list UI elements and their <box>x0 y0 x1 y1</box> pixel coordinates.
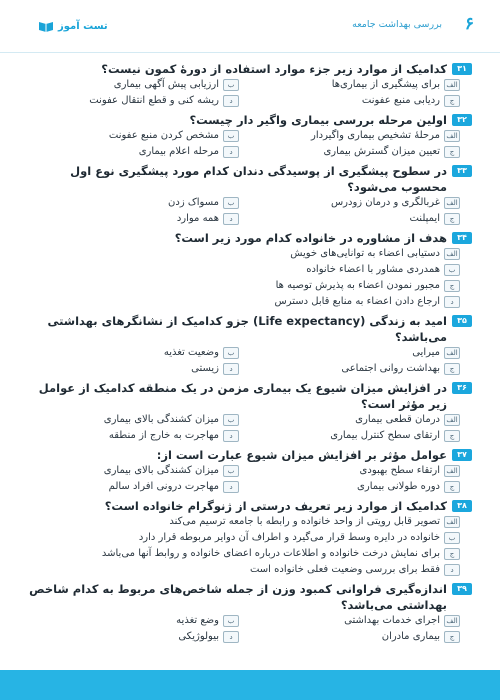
option-letter-box: ج <box>444 631 460 643</box>
option-text: زیستی <box>191 363 219 374</box>
publisher-name: تست آموز <box>58 20 108 32</box>
answer-option[interactable] <box>28 93 239 109</box>
answer-option[interactable] <box>28 278 460 294</box>
option-text: میزان کشندگی بالای بیماری <box>103 414 219 425</box>
answer-option[interactable] <box>28 546 460 562</box>
option-text: مهاجرت درونی افراد سالم <box>108 481 219 492</box>
answer-options <box>28 463 472 495</box>
answer-option[interactable] <box>249 428 460 444</box>
answer-option[interactable] <box>28 262 460 278</box>
option-text: ارزیابی پیش آگهی بیماری <box>113 79 219 90</box>
question-number-badge: ۳۶ <box>452 382 472 394</box>
question-number-badge: ۳۳ <box>452 165 472 177</box>
answer-option[interactable] <box>249 613 460 629</box>
answer-options <box>28 514 472 578</box>
option-letter-box: د <box>223 430 239 442</box>
option-letter-box: ب <box>223 465 239 477</box>
answer-option[interactable] <box>28 144 239 160</box>
answer-option[interactable] <box>249 93 460 109</box>
answer-options <box>28 412 472 444</box>
option-text: دوره طولانی بیماری <box>357 481 440 492</box>
answer-option[interactable] <box>28 412 239 428</box>
question-item <box>28 163 472 227</box>
answer-options <box>28 77 472 109</box>
option-text: درمان قطعی بیماری <box>355 414 440 425</box>
option-letter-box: الف <box>444 414 460 426</box>
option-letter-box: د <box>223 95 239 107</box>
option-text: میزان کشندگی بالای بیماری <box>103 465 219 476</box>
answer-option[interactable] <box>28 562 460 578</box>
question-text: در سطوح پیشگیری از پوسیدگی دندان کدام مورد پیشگیری نوع اول محسوب می‌شود؟ <box>70 164 447 194</box>
question-number-badge: ۳۴ <box>452 232 472 244</box>
option-text: همدردی مشاور با اعضاء خانواده <box>306 264 440 275</box>
answer-option[interactable] <box>249 144 460 160</box>
option-letter-box: ب <box>223 130 239 142</box>
answer-option[interactable] <box>28 514 460 530</box>
option-text: میرایی <box>412 347 440 358</box>
option-text: بیولوژیکی <box>178 631 219 642</box>
answer-option[interactable] <box>28 211 239 227</box>
question-stem <box>28 313 472 345</box>
answer-option[interactable] <box>249 463 460 479</box>
option-text: مشخص کردن منبع عفونت <box>108 130 219 141</box>
question-item <box>28 112 472 160</box>
option-text: ریشه کنی و قطع انتقال عفونت <box>89 95 219 106</box>
answer-option[interactable] <box>28 428 239 444</box>
question-item <box>28 230 472 310</box>
option-letter-box: الف <box>444 79 460 91</box>
option-text: تصویر قابل رویتی از واحد خانواده و رابطه با جامعه ترسیم می‌کند <box>169 516 440 527</box>
option-letter-box: د <box>444 296 460 308</box>
option-text: برای نمایش درخت خانواده و اطلاعات درباره اعضای خانواده و روابط آنها می‌باشد <box>101 548 440 559</box>
option-letter-box: ج <box>444 363 460 375</box>
question-item <box>28 380 472 444</box>
question-item <box>28 498 472 578</box>
question-stem <box>28 230 472 246</box>
question-text: کدامیک از موارد زیر تعریف درستی از ژنوگرام خانواده است؟ <box>104 499 447 513</box>
option-text: مسواک زدن <box>168 197 219 208</box>
option-letter-box: الف <box>444 465 460 477</box>
answer-option[interactable] <box>28 613 239 629</box>
answer-option[interactable] <box>28 530 460 546</box>
question-text: کدامیک از موارد زیر جزء موارد استفاده از دورهٔ کمون نیست؟ <box>101 62 447 76</box>
option-text: ارتقاء سطح بهبودی <box>359 465 440 476</box>
answer-options <box>28 195 472 227</box>
question-text: در افزایش میزان شیوع یک بیماری مزمن در یک منطقه کدامیک از عوامل زیر مؤثر است؟ <box>38 381 447 411</box>
answer-options <box>28 246 472 310</box>
option-letter-box: ب <box>223 414 239 426</box>
option-text: وضع تغذیه <box>176 615 219 626</box>
answer-option[interactable] <box>28 361 239 377</box>
option-letter-box: ب <box>223 197 239 209</box>
option-letter-box: الف <box>444 197 460 209</box>
option-text: غربالگری و درمان زودرس <box>330 197 440 208</box>
option-text: ارجاع دادن اعضاء به منابع قابل دسترس <box>274 296 440 307</box>
option-letter-box: د <box>223 481 239 493</box>
option-letter-box: ب <box>444 532 460 544</box>
question-stem <box>28 380 472 412</box>
option-letter-box: ج <box>444 548 460 560</box>
answer-option[interactable] <box>28 195 239 211</box>
option-text: مجبور نمودن اعضاء به پذیرش توصیه ها <box>275 280 440 291</box>
option-text: تعیین میزان گسترش بیماری <box>323 146 440 157</box>
chapter-title: بررسی بهداشت جامعه <box>352 19 442 30</box>
answer-option[interactable] <box>249 77 460 93</box>
question-number-badge: ۳۱ <box>452 63 472 75</box>
option-letter-box: د <box>223 213 239 225</box>
answer-options <box>28 613 472 645</box>
answer-option[interactable] <box>249 195 460 211</box>
question-text: اولین مرحله بررسی بیماری واگیر دار چیست؟ <box>189 113 447 127</box>
option-letter-box: ج <box>444 280 460 292</box>
book-icon <box>38 20 54 32</box>
question-item <box>28 313 472 377</box>
option-text: خانواده در دایره وسط قرار می‌گیرد و اطراف آن دوایر مربوطه قرار دارد <box>138 532 440 543</box>
option-letter-box: الف <box>444 615 460 627</box>
question-number-badge: ۳۸ <box>452 500 472 512</box>
option-text: دستیابی اعضاء به توانایی‌های خویش <box>290 248 440 259</box>
option-text: مرحلهٔ تشخیص بیماری واگیردار <box>311 130 440 141</box>
answer-option[interactable] <box>28 77 239 93</box>
page-header <box>0 0 500 53</box>
option-letter-box: ب <box>223 615 239 627</box>
question-number-badge: ۳۹ <box>452 583 472 595</box>
option-letter-box: ج <box>444 146 460 158</box>
question-stem <box>28 112 472 128</box>
answer-option[interactable] <box>249 128 460 144</box>
answer-options <box>28 128 472 160</box>
question-stem <box>28 61 472 77</box>
option-letter-box: د <box>223 146 239 158</box>
option-text: فقط برای بررسی وضعیت فعلی خانواده است <box>249 564 440 575</box>
option-text: اجرای خدمات بهداشتی <box>344 615 440 626</box>
answer-options <box>28 345 472 377</box>
option-text: مهاجرت به خارج از منطقه <box>108 430 219 441</box>
answer-option[interactable] <box>28 479 239 495</box>
answer-option[interactable] <box>28 463 239 479</box>
question-number-badge: ۳۷ <box>452 449 472 461</box>
answer-option[interactable] <box>249 629 460 645</box>
answer-option[interactable] <box>249 479 460 495</box>
option-letter-box: ج <box>444 430 460 442</box>
question-stem <box>28 581 472 613</box>
option-letter-box: الف <box>444 516 460 528</box>
answer-option[interactable] <box>28 629 239 645</box>
question-number-badge: ۳۵ <box>452 315 472 327</box>
question-item <box>28 581 472 645</box>
option-letter-box: د <box>444 564 460 576</box>
page-number: ۶ <box>464 14 474 34</box>
question-text: عوامل مؤثر بر افزایش میزان شیوع عبارت است از: <box>156 448 447 462</box>
question-text: امید به زندگی (Life expectancy) جزو کدامیک از نشانگرهای بهداشتی می‌باشد؟ <box>47 314 447 344</box>
answer-option[interactable] <box>249 412 460 428</box>
page-footer <box>0 670 500 700</box>
option-letter-box: ج <box>444 481 460 493</box>
answer-option[interactable] <box>28 294 460 310</box>
answer-option[interactable] <box>28 128 239 144</box>
option-letter-box: ب <box>444 264 460 276</box>
question-text: هدف از مشاوره در خانواده کدام مورد زیر است؟ <box>174 231 447 245</box>
option-text: ارتقای سطح کنترل بیماری <box>330 430 440 441</box>
option-text: ردیابی منبع عفونت <box>361 95 440 106</box>
option-letter-box: ج <box>444 213 460 225</box>
question-stem <box>28 163 472 195</box>
option-letter-box: الف <box>444 248 460 260</box>
question-text: اندازه‌گیری فراوانی کمبود وزن از جمله شاخص‌های مربوط به کدام شاخص بهداشتی می‌باشد؟ <box>29 582 447 612</box>
question-number-badge: ۳۲ <box>452 114 472 126</box>
option-text: بهداشت روانی اجتماعی <box>341 363 440 374</box>
answer-option[interactable] <box>249 345 460 361</box>
option-letter-box: ج <box>444 95 460 107</box>
option-letter-box: د <box>223 363 239 375</box>
option-letter-box: د <box>223 631 239 643</box>
option-text: بیماری مادران <box>381 631 440 642</box>
option-letter-box: الف <box>444 347 460 359</box>
option-letter-box: الف <box>444 130 460 142</box>
answer-option[interactable] <box>28 246 460 262</box>
option-letter-box: ب <box>223 79 239 91</box>
question-stem <box>28 447 472 463</box>
question-stem <box>28 498 472 514</box>
option-text: همه موارد <box>176 213 219 224</box>
option-text: وضعیت تغذیه <box>163 347 219 358</box>
question-item <box>28 447 472 495</box>
question-item <box>28 61 472 109</box>
option-text: ایمپلنت <box>409 213 440 224</box>
option-text: برای پیشگیری از بیماری‌ها <box>331 79 440 90</box>
answer-option[interactable] <box>249 211 460 227</box>
answer-option[interactable] <box>249 361 460 377</box>
option-letter-box: ب <box>223 347 239 359</box>
option-text: مرحله اعلام بیماری <box>138 146 219 157</box>
question-list <box>0 58 500 645</box>
publisher-logo <box>38 18 108 34</box>
answer-option[interactable] <box>28 345 239 361</box>
